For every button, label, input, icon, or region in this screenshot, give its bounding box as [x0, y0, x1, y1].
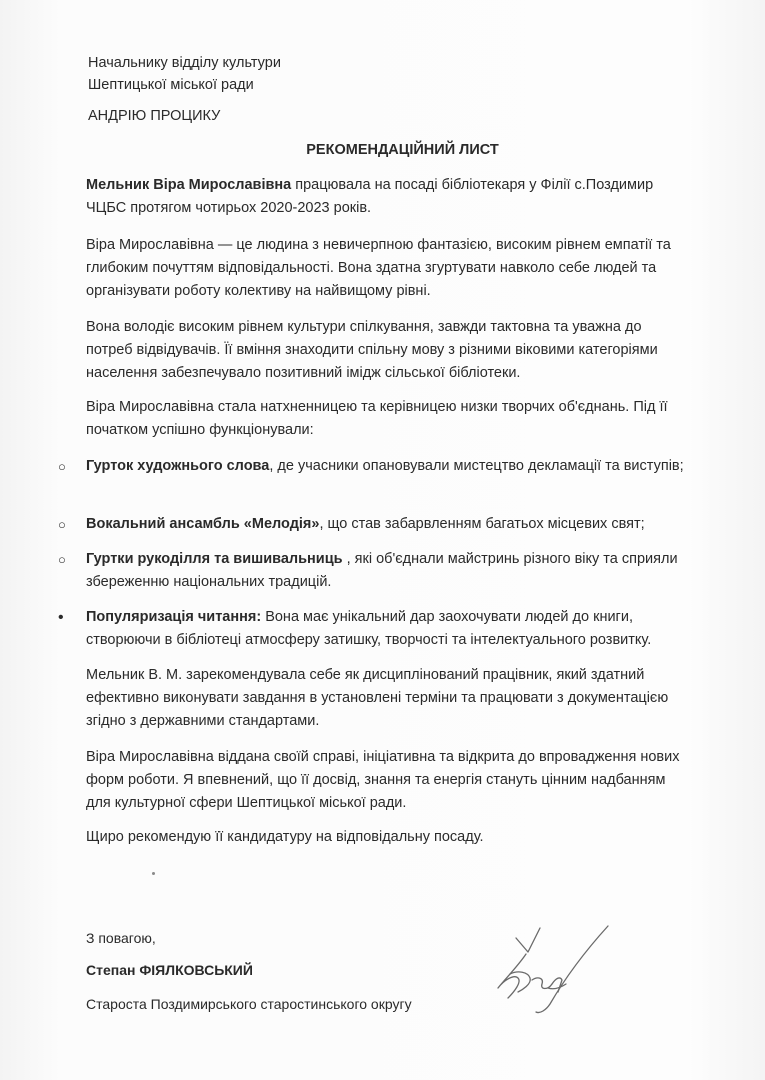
signer-first-name: Степан	[86, 962, 136, 978]
list-item-1-title: Гурток художнього слова	[86, 458, 270, 474]
list-item-1-text: , де учасники опановували мистецтво декламації та виступів;	[269, 458, 684, 474]
paragraph-1: Віра Мирославівна — це людина з невичерпною фантазією, високим рівнем емпатії та глибоким почуттям відповідальності. Вона здатна згуртувати навколо себе людей та організувати роботу колективу на найвищому рівні.	[86, 237, 671, 299]
intro-paragraph	[86, 174, 686, 220]
closing-regards: З повагою,	[86, 930, 156, 946]
intro-text-2: ЧЦБС протягом чотирьох 2020-2023 років.	[86, 200, 372, 216]
paragraph-2: Вона володіє високим рівнем культури спілкування, завжди тактовна та уважна до потреб відвідувачів. Її вміння знаходити спільну мову з різними віковими категоріями населення забезпечувало позитивний імідж сільської бібліотеки.	[86, 319, 658, 381]
list-item-2-text: , що став забарвленням багатьох місцевих свят;	[319, 516, 645, 532]
paragraph-3: Віра Мирославівна стала натхненницею та керівницею низки творчих об'єднань. Під її початком успішно функціонували:	[86, 399, 668, 438]
list-item-1	[86, 455, 686, 478]
addressee-name: АНДРІЮ ПРОЦИКУ	[88, 108, 221, 124]
signer-last-name: ФІЯЛКОВСЬКИЙ	[139, 962, 253, 978]
list-item-2-title: Вокальний ансамбль «Мелодія»	[86, 516, 320, 532]
list-marker-4: •	[58, 609, 64, 626]
signer-position: Староста Поздимирського старостинського округу	[86, 996, 412, 1012]
addressee-line-1: Начальнику відділу культури	[88, 55, 281, 71]
employee-name: Мельник Віра Мирославівна	[86, 177, 292, 193]
list-marker-3: ○	[58, 552, 66, 567]
list-item-3-title: Гуртки рукоділля та вишивальниць	[86, 551, 343, 567]
list-item-4-title: Популяризація читання:	[86, 609, 262, 625]
list-item-4-text: Вона має унікальний дар заохочувати людей до книги, створюючи в бібліотеці атмосферу затишку, творчості та інтелектуального розвитку.	[86, 609, 652, 648]
intro-text-1: працювала на посаді бібліотекаря у Філії с.Поздимир	[291, 177, 654, 193]
paper-speck	[152, 872, 155, 875]
list-marker-1: ○	[58, 459, 66, 474]
list-item-3-text: , які об'єднали майстринь різного віку та сприяли збереженню національних традицій.	[86, 551, 678, 590]
paragraph-5: Віра Мирославівна віддана своїй справі, ініціативна та відкрита до впровадження нових форм роботи. Я впевнений, що її досвід, знання та енергія стануть цінним надбанням для культурної сфери Шептицької міської ради.	[86, 749, 680, 811]
handwritten-signature	[488, 918, 618, 1018]
list-item-2	[86, 513, 686, 536]
list-item-4	[86, 606, 686, 652]
document-title: РЕКОМЕНДАЦІЙНИЙ ЛИСТ	[306, 142, 499, 158]
addressee-line-2: Шептицької міської ради	[88, 77, 254, 93]
paragraph-4: Мельник В. М. зарекомендувала себе як дисциплінований працівник, який здатний ефективно виконувати завдання в установлені терміни та працювати з документацією згідно з державними стандартами.	[86, 667, 669, 729]
list-marker-2: ○	[58, 517, 66, 532]
signer-name	[86, 962, 253, 978]
paragraph-6: Щиро рекомендую її кандидатуру на відповідальну посаду.	[86, 829, 484, 845]
list-item-3	[86, 548, 686, 594]
addressee-block	[88, 52, 281, 96]
